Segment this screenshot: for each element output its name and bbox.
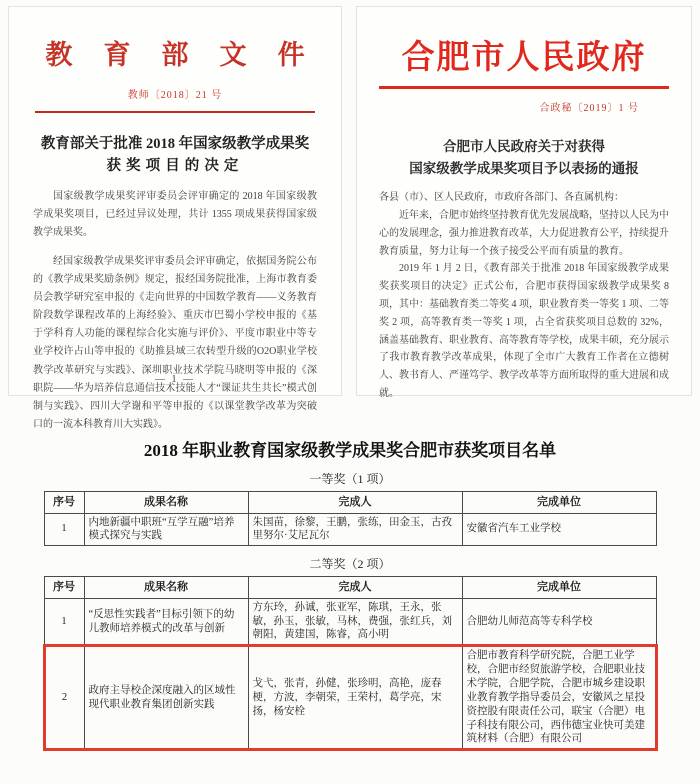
second-prize-header-row: [44, 577, 656, 599]
table-row: [44, 513, 656, 546]
row-no: 1: [44, 513, 84, 546]
awards-title: 2018 年职业教育国家级教学成果奖合肥市获奖项目名单: [143, 441, 557, 460]
header-people: 完成人: [248, 577, 462, 599]
row-org: 合肥市教育科学研究院，合肥工业学校，合肥市经贸旅游学校，合肥职业技术学院，合肥学院，合肥市城乡建设职业教育教学指导委员会，安徽风之星投资控股有限责任公司，联宝（合肥）电子科技有限公司，西伟德宝业快可美建筑材料（合肥）有限公司: [462, 646, 656, 750]
row-no: 1: [44, 598, 84, 646]
moe-paragraph-1: 国家级教学成果奖评审委员会评审确定的 2018 年国家级教学成果奖项目，已经过异议处理，共计 1355 项成果获得国家级教学成果奖。: [33, 190, 317, 239]
table-row-highlighted: [44, 646, 656, 750]
first-prize-label: 一等奖（1 项）: [309, 472, 391, 486]
moe-page-number: — 1 —: [155, 374, 195, 385]
header-org: 完成单位: [462, 577, 656, 599]
moe-document-page: [8, 6, 342, 431]
hefei-doc-title-line2: 国家级教学成果奖项目予以表扬的通报: [409, 160, 639, 176]
hefei-paragraph-2: 2019 年 1 月 2 日，《教育部关于批准 2018 年国家级教学成果奖获奖项目的决定》正式公布，合肥市获得国家级教学成果奖 8 项，其中：基础教育类二等奖 4 项，职业教育类一等奖 1 项、二等奖 2 项，高等教育类一等奖 1 项，占全省获奖项目总数的 32%，涵盖基础教育、职业教育、高等教育等学校，成果丰硕，充分展示了我市教育教学改革成果，体现了全市广大教育工作者在立德树人、教书育人、严谨笃学、教学改革等方面所取得的重大进展和成就。: [379, 263, 669, 399]
hefei-doc-number: 合政秘〔2019〕1 号: [539, 103, 639, 114]
row-people: 朱国苗，徐黎，王鹏，张练，田金玉，古孜里努尔·艾尼瓦尔: [248, 513, 462, 546]
header-org: 完成单位: [462, 492, 656, 514]
hefei-doc-title-line1: 合肥市人民政府关于对获得: [443, 139, 605, 154]
first-prize-header-row: [44, 492, 656, 514]
hefei-document-page: [356, 6, 692, 399]
moe-doc-number: 教师〔2018〕21 号: [127, 90, 223, 101]
header-name: 成果名称: [84, 492, 248, 514]
hefei-salutation: 各县（市）、区人民政府，市政府各部门、各直属机构：: [379, 192, 624, 204]
awards-section: [0, 424, 700, 751]
row-people: 方东玲，孙诚，张亚军，陈琪，王永，张敏，孙玉，张敏，马林，费强，张红兵，刘朝阳，黄建国，陈睿，高小明: [248, 598, 462, 646]
hefei-doc-title: [379, 136, 669, 179]
hefei-paragraph-1: 近年来，合肥市始终坚持教育优先发展战略，坚持以人民为中心的发展理念，强力推进教育改革，大力促进教育公平，持续提升教育质量，努力让每一个孩子接受公平而有质量的教育。: [379, 209, 669, 257]
moe-paragraph-2: 经国家级教学成果奖评审委员会评审确定，依据国务院公布的《教学成果奖励条例》规定，报经国务院批准，上海市教育委员会教学研究室申报的《走向世界的中国数学教育——义务教育阶段数学课程改革的上海经验》、重庆市巴蜀小学校申报的《基于学科育人功能的课程综合化实施与评价》、平度市职业中等专业学校许占山等申报的《助推县域三农转型升级的O2O职业学校教学改革研究与实践》、深圳职业技术学院马晓明等申报的《深职院——华为培养信息通信技术技能人才“课证共生共长”模式创制与实践》、四川大学谢和平等申报的《以课堂教学改革为突破口的一流本科教育川大实践》。: [33, 255, 317, 431]
first-prize-table: [44, 491, 657, 546]
row-achievement-name: 内地新疆中职班“互学互融”培养模式探究与实践: [84, 513, 248, 546]
row-achievement-name: 政府主导校企深度融入的区域性现代职业教育集团创新实践: [84, 646, 248, 750]
table-row: [44, 598, 656, 646]
header-no: 序号: [44, 577, 84, 599]
second-prize-label: 二等奖（2 项）: [309, 557, 391, 572]
row-org: 安徽省汽车工业学校: [462, 513, 656, 546]
moe-red-rule: [35, 111, 315, 113]
moe-doc-title: [33, 133, 317, 178]
row-org: 合肥幼儿师范高等专科学校: [462, 598, 656, 646]
second-prize-table: [43, 576, 658, 751]
moe-doc-title-line1: 教育部关于批准 2018 年国家级教学成果奖: [40, 136, 310, 152]
header-no: 序号: [44, 492, 84, 514]
moe-doc-title-line2: 获奖项目的决定: [106, 158, 244, 175]
hefei-doc-header: 合肥市人民政府: [379, 31, 669, 89]
header-people: 完成人: [248, 492, 462, 514]
row-no: 2: [44, 646, 84, 750]
row-people: 戈弋，张青，孙健，张珍明，高艳，庞春梗，方波，李朝荣，王荣村，葛学亮，宋扬，杨安栓: [248, 646, 462, 750]
moe-doc-header: 教 育 部 文 件: [45, 40, 317, 70]
row-achievement-name: “反思性实践者”目标引领下的幼儿教师培养模式的改革与创新: [84, 598, 248, 646]
header-name: 成果名称: [84, 577, 248, 599]
